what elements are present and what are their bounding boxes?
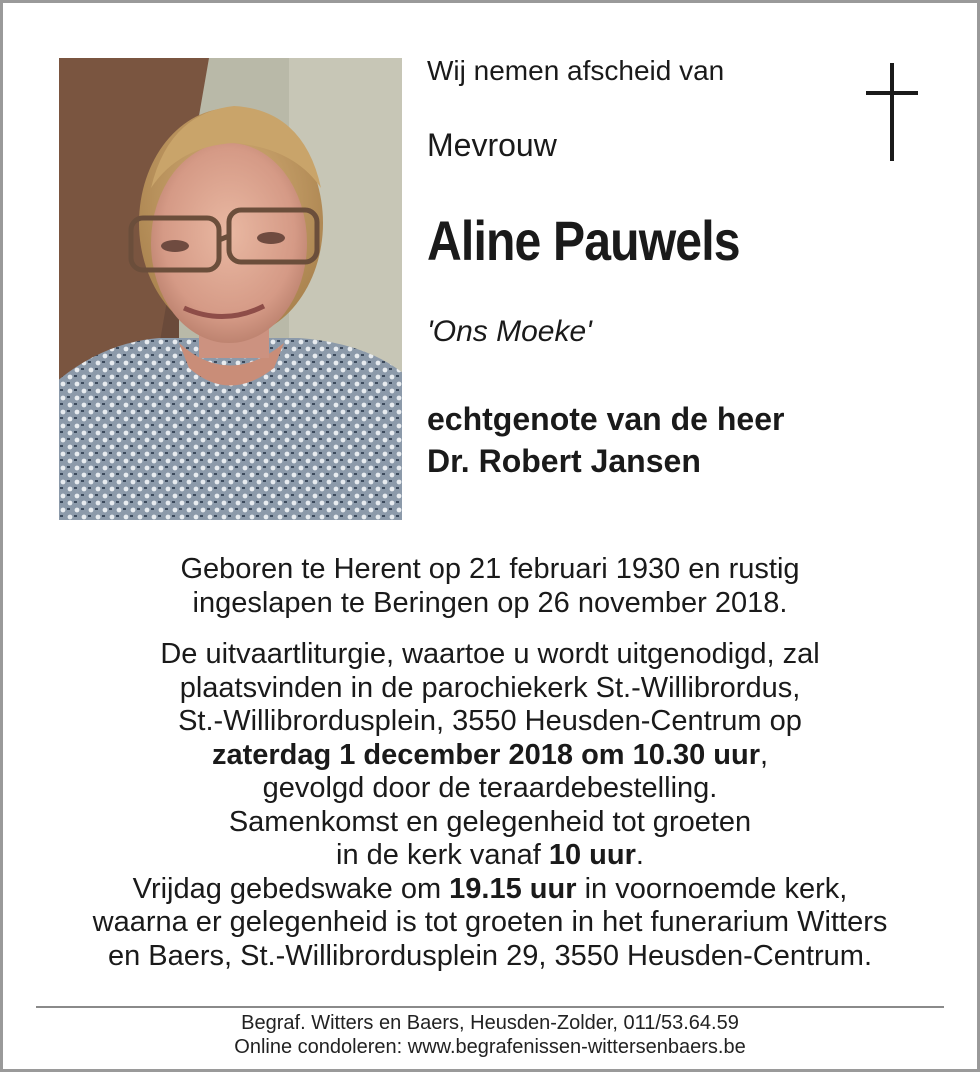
footer [3,1011,977,1059]
birth-line-2: ingeslapen te Beringen op 26 november 2018. [192,586,788,619]
birth-line-1: Geboren te Herent op 21 februari 1930 en rustig [180,553,800,585]
funeral-home-line: Begraf. Witters en Baers, Heusden-Zolder, 011/53.64.59 [241,1012,739,1034]
footer-divider [36,1006,944,1008]
spouse-block [427,398,784,482]
funeral-line-3: St.-Willibrordusplein, 3550 Heusden-Centrum op [178,705,802,737]
funeral-line-9: waarna er gelegenheid is tot groeten in het funerarium Witters [92,906,888,938]
spouse-name: Dr. Robert Jansen [427,443,701,479]
funeral-line-6: Samenkomst en gelegenheid tot groeten [228,805,752,838]
funeral-line-2: plaatsvinden in de parochiekerk St.-Willibrordus, [179,671,801,704]
gathering-time: 10 uur [548,839,636,871]
funeral-line-10: en Baers, St.-Willibrordusplein 29, 3550 Heusden-Centrum. [107,939,873,972]
salutation: Mevrouw [427,127,557,163]
funeral-line-8: Vrijdag gebedswake om 19.15 uur in voornoemde kerk, [132,872,848,905]
notice-body [3,553,977,973]
vigil-time: 19.15 uur [449,872,577,905]
funeral-line-5: gevolgd door de teraardebestelling. [262,772,718,804]
funeral-line-7: in de kerk vanaf 10 uur. [336,839,644,871]
deceased-name: Aline Pauwels [427,209,740,272]
portrait-photo [59,58,402,520]
funeral-line-1: De uitvaartliturgie, waartoe u wordt uitgenodigd, zal [160,638,820,670]
intro-text: Wij nemen afscheid van [427,55,725,86]
cross-icon [863,63,921,163]
funeral-date: zaterdag 1 december 2018 om 10.30 uur [211,738,760,771]
funeral-date-line: zaterdag 1 december 2018 om 10.30 uur, [211,738,769,771]
spouse-line-1: echtgenote van de heer [427,401,785,437]
condolence-link[interactable]: Online condoleren: www.begrafenissen-wittersenbaers.be [234,1036,746,1058]
nickname: 'Ons Moeke' [427,315,592,348]
